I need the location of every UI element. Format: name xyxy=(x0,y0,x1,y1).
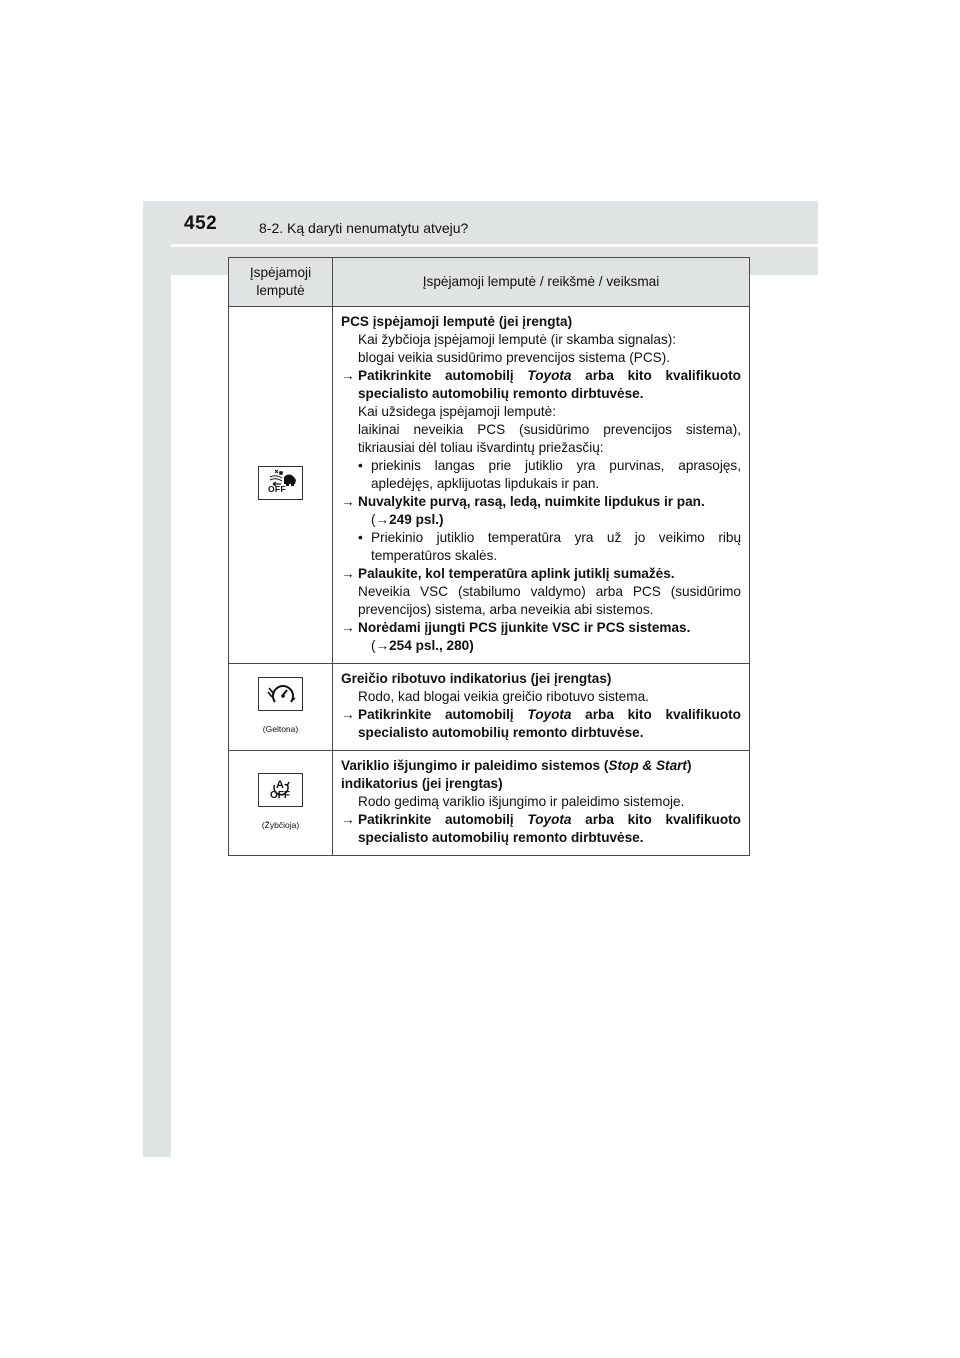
arrow-icon: → xyxy=(341,707,355,722)
icon-caption: (Geltona) xyxy=(262,723,299,734)
section-title: 8-2. Ką daryti nenumatytu atveju? xyxy=(259,220,469,236)
bullet-icon: • xyxy=(358,530,363,545)
arrow-icon: → xyxy=(341,620,355,635)
brand-name: Toyota xyxy=(527,368,572,383)
icon-off-label: OFF xyxy=(270,789,290,801)
header-light: Įspėjamoji lemputė xyxy=(229,258,333,307)
brand-name: Toyota xyxy=(527,707,572,722)
description-line: laikinai neveikia PCS (susidūrimo prevencijos sistema), tikriausiai dėl toliau išvardintų priežasčių: xyxy=(358,422,741,455)
icon-caption: (Žybčioja) xyxy=(261,819,300,830)
header-rule xyxy=(171,244,818,247)
page-reference: (→254 psl., 280) xyxy=(371,638,474,653)
side-margin-band xyxy=(143,201,171,1157)
table-row xyxy=(229,307,750,664)
row-title: PCS įspėjamoji lemputė (jei įrengta) xyxy=(341,314,573,329)
icon-cell xyxy=(229,751,333,856)
action-line: → Patikrinkite automobilį Toyota arba kito kvalifikuoto specialisto automobilių remonto dirbtuvėse. xyxy=(341,812,741,845)
brand-name: Toyota xyxy=(527,812,572,827)
row-title: Greičio ribotuvo indikatorius (jei įrengtas) xyxy=(341,671,612,686)
icon-cell xyxy=(229,307,333,664)
description-line: Neveikia VSC (stabilumo valdymo) arba PCS (susidūrimo prevencijos) sistema, arba neveikia abi sistemos. xyxy=(358,584,741,617)
icon-off-label: OFF xyxy=(268,483,286,494)
description-line: Kai užsidega įspėjamoji lemputė: xyxy=(358,404,556,419)
table-row xyxy=(229,751,750,856)
action-line: → Palaukite, kol temperatūra aplink jutiklį sumažės. xyxy=(341,566,675,581)
table-row xyxy=(229,664,750,751)
arrow-icon: → xyxy=(341,368,355,383)
row-title: Variklio išjungimo ir paleidimo sistemos (Stop & Start) xyxy=(341,758,692,773)
page-reference: (→249 psl.) xyxy=(371,512,444,527)
warning-lights-table xyxy=(228,257,750,856)
description-cell xyxy=(333,307,750,664)
description-line: Kai žybčioja įspėjamoji lemputė (ir skamba signalas): xyxy=(358,332,677,347)
description-cell xyxy=(333,751,750,856)
table-header-row xyxy=(229,258,750,307)
arrow-icon: → xyxy=(341,494,355,509)
row-title-continued: indikatorius (jei įrengtas) xyxy=(341,776,503,791)
arrow-icon: → xyxy=(375,512,390,527)
description-line: Rodo, kad blogai veikia greičio ribotuvo sistema. xyxy=(358,689,649,704)
pcs-off-icon xyxy=(258,466,303,500)
arrow-icon: → xyxy=(375,638,390,653)
description-line: blogai veikia susidūrimo prevencijos sistema (PCS). xyxy=(358,350,671,365)
page-number: 452 xyxy=(184,213,218,234)
arrow-icon: → xyxy=(341,566,355,581)
bullet-icon: • xyxy=(358,458,363,473)
header-meaning: Įspėjamoji lemputė / reikšmė / veiksmai xyxy=(333,258,750,307)
speed-limiter-icon xyxy=(258,677,303,711)
bullet-item: • Priekinio jutiklio temperatūra yra už jo veikimo ribų temperatūros skalės. xyxy=(358,530,741,563)
action-line: → Patikrinkite automobilį Toyota arba kito kvalifikuoto specialisto automobilių remonto dirbtuvėse. xyxy=(341,707,741,740)
action-line: → Nuvalykite purvą, rasą, ledą, nuimkite lipdukus ir pan. xyxy=(341,494,705,509)
description-line: Rodo gedimą variklio išjungimo ir paleidimo sistemoje. xyxy=(358,794,685,809)
icon-cell xyxy=(229,664,333,751)
action-line: → Patikrinkite automobilį Toyota arba kito kvalifikuoto specialisto automobilių remonto dirbtuvėse. xyxy=(341,368,741,401)
action-line: → Norėdami įjungti PCS įjunkite VSC ir PCS sistemas. xyxy=(341,620,691,635)
arrow-icon: → xyxy=(341,812,355,827)
description-cell xyxy=(333,664,750,751)
bullet-item: • priekinis langas prie jutiklio yra purvinas, aprasojęs, apledėjęs, apklijuotas lipdukais ir pan. xyxy=(358,458,741,491)
icon-letter: A xyxy=(276,778,284,791)
stop-start-off-icon xyxy=(258,773,303,807)
